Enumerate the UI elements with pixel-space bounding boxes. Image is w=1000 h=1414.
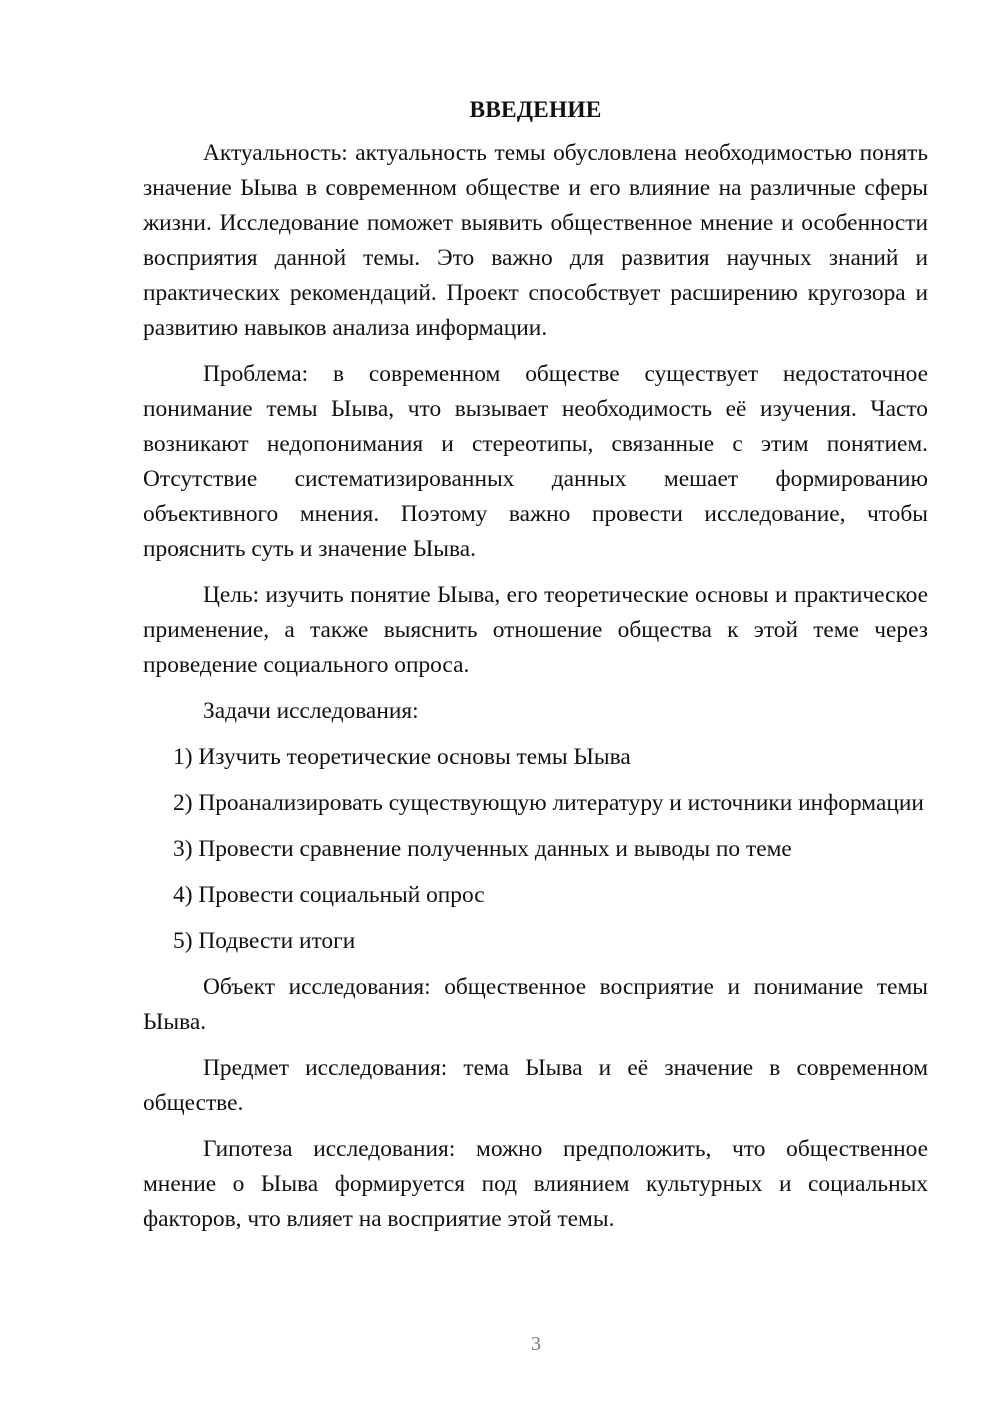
task-item-2: 2) Проанализировать существующую литературу и источники информации: [173, 790, 924, 816]
task-item-5: 5) Подвести итоги: [173, 928, 356, 954]
task-item-1: 1) Изучить теоретические основы темы Ыыва: [173, 744, 631, 770]
section-title: ВВЕДЕНИЕ: [469, 97, 602, 123]
subject-paragraph: Предмет исследования: тема Ыыва и её значение в современном обществе.: [143, 1055, 928, 1116]
page-content: [143, 93, 928, 1248]
goal-paragraph: Цель: изучить понятие Ыыва, его теоретические основы и практическое применение, а также выяснить отношение общества к этой теме через проведение социального опроса.: [143, 582, 928, 678]
problem-paragraph: Проблема: в современном обществе существует недостаточное понимание темы Ыыва, что вызывает необходимость её изучения. Часто возникают недопонимания и стереотипы, связанные с этим понятием. Отсутствие систематизированных данных мешает формированию объективного мнения. Поэтому важно провести исследование, чтобы прояснить суть и значение Ыыва.: [143, 361, 928, 562]
page-number: 3: [531, 1333, 541, 1355]
task-item-4: 4) Провести социальный опрос: [173, 882, 485, 908]
object-paragraph: Объект исследования: общественное восприятие и понимание темы Ыыва.: [143, 974, 928, 1035]
tasks-heading: Задачи исследования:: [203, 698, 419, 724]
relevance-paragraph: Актуальность: актуальность темы обусловлена необходимостью понять значение Ыыва в современном обществе и его влияние на различные сферы жизни. Исследование поможет выявить общественное мнение и особенности восприятия данной темы. Это важно для развития научных знаний и практических рекомендаций. Проект способствует расширению кругозора и развитию навыков анализа информации.: [143, 140, 928, 341]
hypothesis-paragraph: Гипотеза исследования: можно предположить, что общественное мнение о Ыыва формируется под влиянием культурных и социальных факторов, что влияет на восприятие этой темы.: [143, 1136, 928, 1232]
task-item-3: 3) Провести сравнение полученных данных и выводы по теме: [173, 836, 792, 862]
